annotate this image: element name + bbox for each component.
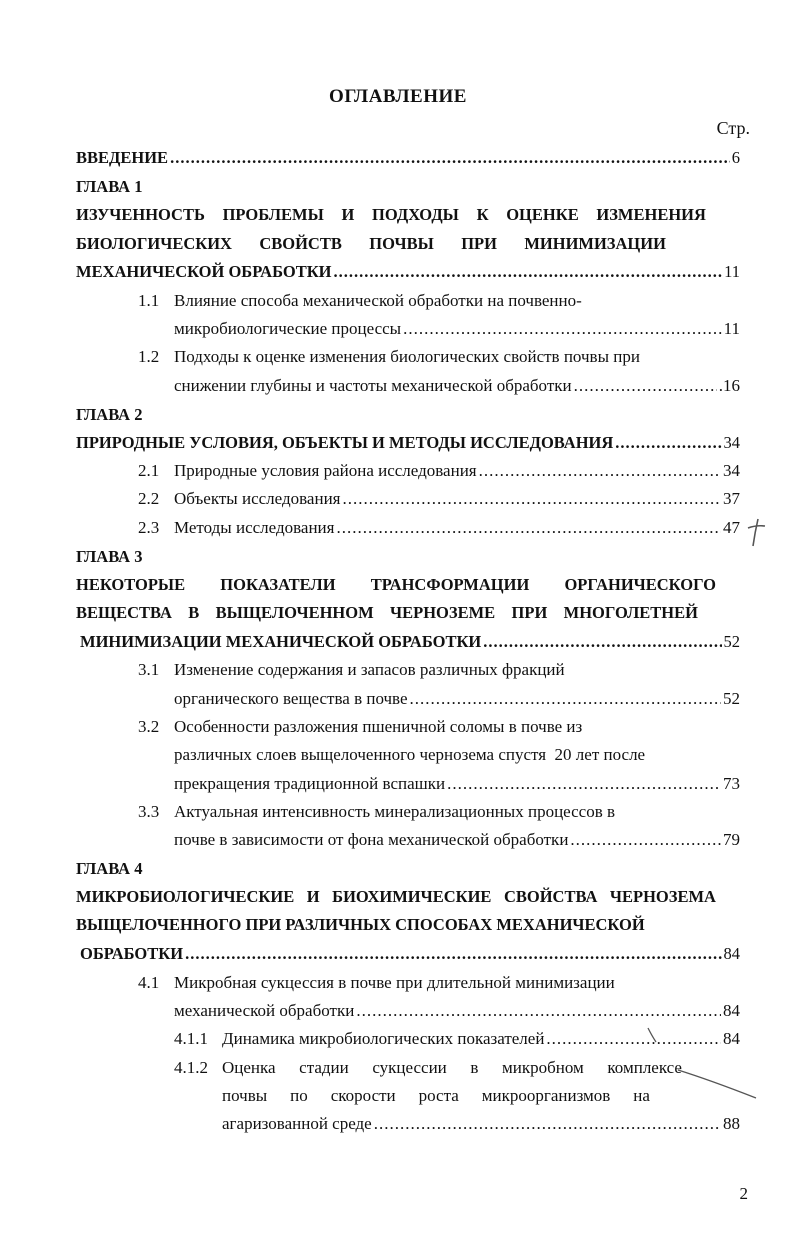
- word: стадии: [299, 1058, 349, 1077]
- word: на: [633, 1086, 650, 1105]
- entry-page: 88: [723, 1114, 740, 1133]
- entry-label: Объекты исследования: [174, 489, 341, 508]
- word: сукцессии: [372, 1058, 447, 1077]
- chapter-1-title-line-2: [76, 234, 666, 254]
- section-number: 4.1.2: [174, 1058, 208, 1077]
- word: Оценка: [222, 1058, 276, 1077]
- word: ИЗУЧЕННОСТЬ: [76, 205, 205, 224]
- entry-label: прекращения традиционной вспашки: [174, 774, 446, 793]
- section-3-1-line-2: [174, 689, 740, 709]
- entry-label: МИНИМИЗАЦИИ МЕХАНИЧЕСКОЙ ОБРАБОТКИ: [80, 632, 482, 651]
- entry-label: ПРИРОДНЫЕ УСЛОВИЯ, ОБЪЕКТЫ И МЕТОДЫ ИССЛЕДОВАНИЯ: [76, 433, 614, 452]
- entry-page: 11: [724, 262, 740, 281]
- section-3-3-line-2: [174, 830, 740, 850]
- section-2-1: [174, 461, 740, 481]
- entry-page: 52: [723, 689, 740, 708]
- section-1-1-line-2: [174, 319, 740, 339]
- chapter-1-label: ГЛАВА 1: [76, 177, 143, 196]
- chapter-2-title: [76, 433, 740, 453]
- page-column-header: Стр.: [716, 118, 750, 138]
- word: ЧЕРНОЗЕМЕ: [390, 603, 496, 622]
- chapter-1-title-line-3: [76, 262, 740, 282]
- word: ОЦЕНКЕ: [506, 205, 579, 224]
- word: микроорганизмов: [481, 1086, 611, 1105]
- entry-label: ОБРАБОТКИ: [80, 944, 184, 963]
- word: ОРГАНИЧЕСКОГО: [564, 575, 716, 594]
- entry-page: 84: [723, 944, 740, 963]
- chapter-1-title-line-1: [76, 205, 706, 225]
- chapter-3-title-line-2: [76, 603, 698, 623]
- word: ПРИ: [461, 234, 497, 253]
- leader-dots: [410, 689, 721, 709]
- entry-label: снижении глубины и частоты механической обработки: [174, 376, 572, 395]
- section-1-1-line-1: Влияние способа механической обработки на почвенно-: [174, 291, 582, 310]
- section-4-1-2-line-1: [222, 1058, 682, 1078]
- leader-dots: [574, 376, 717, 396]
- section-4-1-line-1: Микробная сукцессия в почве при длительной минимизации: [174, 973, 615, 992]
- word: по: [290, 1086, 308, 1105]
- section-3-1-line-1: Изменение содержания и запасов различных фракций: [174, 660, 565, 679]
- section-number: 1.2: [138, 347, 160, 366]
- chapter-4-label: ГЛАВА 4: [76, 859, 143, 878]
- word: в: [470, 1058, 479, 1077]
- entry-label: МЕХАНИЧЕСКОЙ ОБРАБОТКИ: [76, 262, 332, 281]
- entry-label: ВВЕДЕНИЕ: [76, 148, 169, 167]
- leader-dots: [334, 262, 723, 282]
- section-3-3-line-1: Актуальная интенсивность минерализационных процессов в: [174, 802, 616, 821]
- word: ПОКАЗАТЕЛИ: [220, 575, 336, 594]
- section-number: 2.2: [138, 489, 160, 508]
- chapter-3-label: ГЛАВА 3: [76, 547, 143, 566]
- word: И: [306, 887, 320, 906]
- pencil-cross-mark: [744, 516, 768, 548]
- section-1-2-line-1: Подходы к оценке изменения биологических свойств почвы при: [174, 347, 640, 366]
- section-number: 3.1: [138, 660, 160, 679]
- section-4-1-2-line-3: [222, 1114, 740, 1134]
- section-number: 1.1: [138, 291, 160, 310]
- word: роста: [418, 1086, 459, 1105]
- entry-label: органического вещества в почве: [174, 689, 408, 708]
- entry-label: почве в зависимости от фона механической обработки: [174, 830, 569, 849]
- entry-label: Динамика микробиологических показателей: [222, 1029, 545, 1048]
- word: К: [476, 205, 489, 224]
- leader-dots: [403, 319, 722, 339]
- leader-dots: [374, 1114, 721, 1134]
- section-number: 2.3: [138, 518, 160, 537]
- section-4-1-line-2: [174, 1001, 740, 1021]
- entry-page: 11: [723, 319, 740, 338]
- word: БИОЛОГИЧЕСКИХ: [76, 234, 232, 253]
- chapter-4-title-line-1: [76, 887, 716, 907]
- entry-page: 73: [723, 774, 740, 793]
- chapter-4-title-line-2: ВЫЩЕЛОЧЕННОГО ПРИ РАЗЛИЧНЫХ СПОСОБАХ МЕХАНИЧЕСКОЙ: [76, 915, 645, 934]
- word: СВОЙСТВ: [259, 234, 342, 253]
- section-number: 3.2: [138, 717, 160, 736]
- section-2-2: [174, 489, 740, 509]
- section-2-3: [174, 518, 740, 538]
- word: ВЫЩЕЛОЧЕННОМ: [215, 603, 374, 622]
- entry-label: Природные условия района исследования: [174, 461, 477, 480]
- entry-page: 84: [723, 1001, 740, 1020]
- section-3-2-line-3: [174, 774, 740, 794]
- word: комплексе: [607, 1058, 682, 1077]
- word: ВЕЩЕСТВА: [76, 603, 172, 622]
- word: БИОХИМИЧЕСКИЕ: [332, 887, 492, 906]
- leader-dots: [570, 830, 721, 850]
- section-1-2-line-2: [174, 376, 740, 396]
- toc-title: ОГЛАВЛЕНИЕ: [329, 86, 467, 107]
- entry-page: 52: [723, 632, 740, 651]
- word: МИНИМИЗАЦИИ: [524, 234, 666, 253]
- entry-label: Методы исследования: [174, 518, 335, 537]
- entry-page: 37: [723, 489, 740, 508]
- section-3-2-line-2: различных слоев выщелоченного чернозема спустя 20 лет после: [174, 745, 646, 764]
- entry-page: 34: [723, 461, 740, 480]
- leader-dots: [342, 489, 721, 509]
- entry-page: 6: [731, 148, 740, 167]
- chapter-3-title-line-3: [80, 632, 740, 652]
- entry-page: 47: [723, 518, 740, 537]
- section-number: 2.1: [138, 461, 160, 480]
- word: ТРАНСФОРМАЦИИ: [370, 575, 530, 594]
- entry-label: механической обработки: [174, 1001, 355, 1020]
- chapter-3-title-line-1: [76, 575, 716, 595]
- leader-dots: [447, 774, 721, 794]
- chapter-2-label: ГЛАВА 2: [76, 405, 143, 424]
- section-number: 3.3: [138, 802, 160, 821]
- word: ПОЧВЫ: [369, 234, 434, 253]
- word: МНОГОЛЕТНЕЙ: [563, 603, 698, 622]
- page-number: 2: [739, 1184, 748, 1203]
- word: НЕКОТОРЫЕ: [76, 575, 186, 594]
- chapter-4-title-line-3: [80, 944, 740, 964]
- word: ПРИ: [511, 603, 548, 622]
- entry-page: .16: [718, 376, 740, 395]
- word: почвы: [222, 1086, 268, 1105]
- leader-dots: [479, 461, 721, 481]
- pencil-stroke-mark: [640, 1024, 760, 1104]
- word: микробном: [502, 1058, 584, 1077]
- entry-page: 34: [723, 433, 740, 452]
- entry-page: 79: [723, 830, 740, 849]
- leader-dots: [185, 944, 721, 964]
- section-number: 4.1.1: [174, 1029, 208, 1048]
- word: В: [188, 603, 200, 622]
- toc-entry-intro: [76, 148, 740, 168]
- word: ПРОБЛЕМЫ: [222, 205, 324, 224]
- leader-dots: [615, 433, 721, 453]
- word: МИКРОБИОЛОГИЧЕСКИЕ: [76, 887, 295, 906]
- leader-dots: [356, 1001, 721, 1021]
- leader-dots: [483, 632, 721, 652]
- entry-page: 84: [723, 1029, 740, 1048]
- section-3-2-line-1: Особенности разложения пшеничной соломы в почве из: [174, 717, 583, 736]
- section-number: 4.1: [138, 973, 160, 992]
- entry-label: микробиологические процессы: [174, 319, 402, 338]
- word: И: [341, 205, 355, 224]
- word: ПОДХОДЫ: [372, 205, 459, 224]
- leader-dots: [336, 518, 721, 538]
- word: СВОЙСТВА: [503, 887, 598, 906]
- entry-label: агаризованной среде: [222, 1114, 372, 1133]
- word: ИЗМЕНЕНИЯ: [596, 205, 706, 224]
- leader-dots: [170, 148, 730, 168]
- word: ЧЕРНОЗЕМА: [609, 887, 716, 906]
- word: скорости: [330, 1086, 396, 1105]
- section-4-1-2-line-2: [222, 1086, 650, 1106]
